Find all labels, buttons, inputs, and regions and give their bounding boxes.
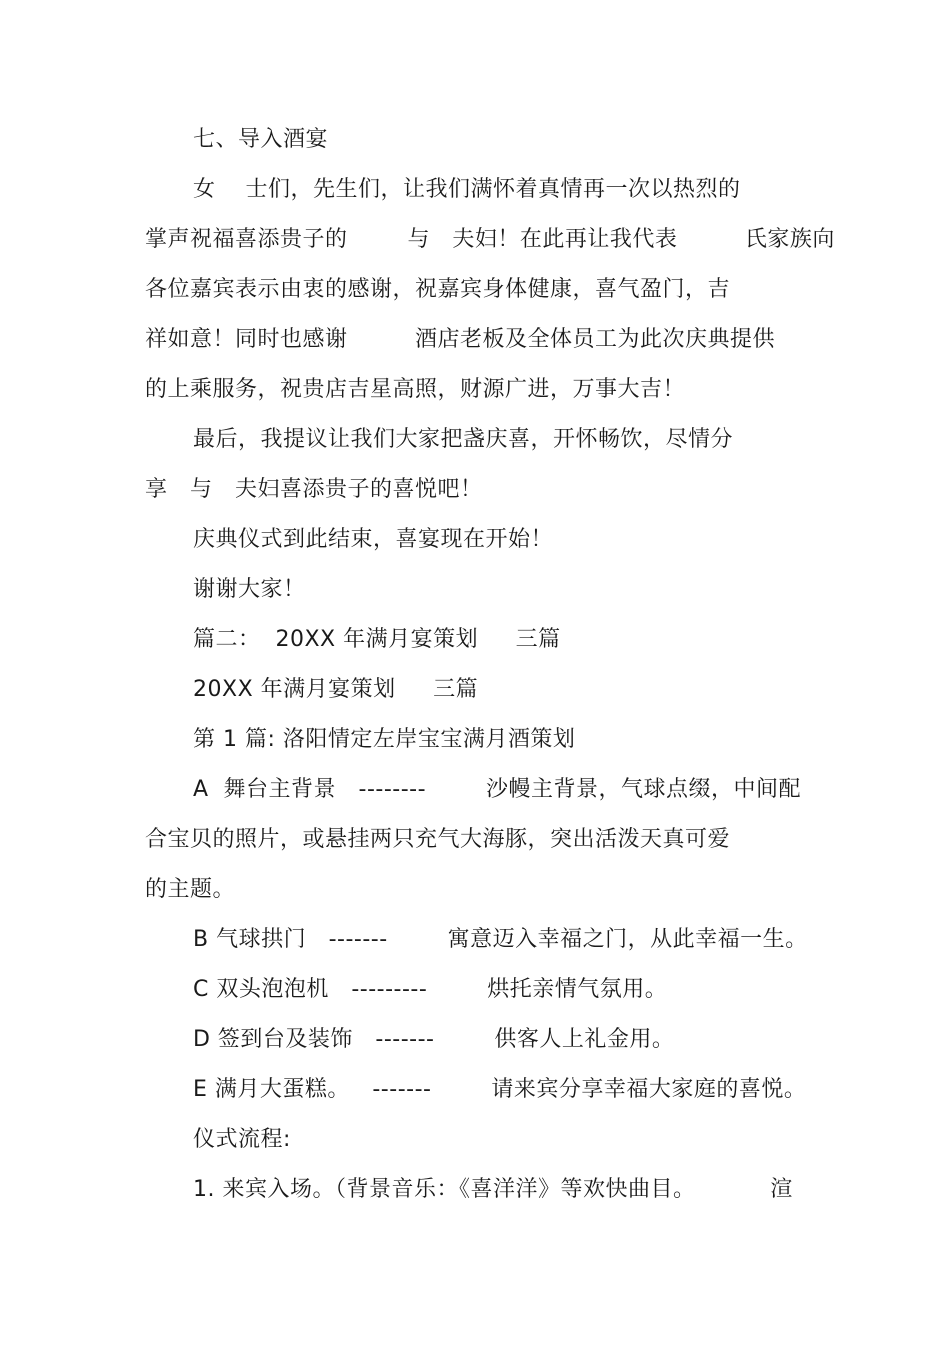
paragraph-line: 各位嘉宾表示由衷的感谢，祝嘉宾身体健康，喜气盈门，吉 bbox=[145, 277, 731, 302]
subsection-heading: 仪式流程: bbox=[193, 1127, 291, 1152]
paragraph-line: 掌声祝福喜添贵子的 与 夫妇！在此再让我代表 氏家族向 bbox=[145, 227, 835, 252]
paragraph-line: 女 士们，先生们，让我们满怀着真情再一次以热烈的 bbox=[193, 177, 741, 202]
list-item-b: B 气球拱门 ------- 寓意迈入幸福之门，从此幸福一生。 bbox=[193, 927, 808, 952]
paragraph-line: 合宝贝的照片，或悬挂两只充气大海豚，突出活泼天真可爱 bbox=[145, 827, 731, 852]
section-heading-seven: 七、导入酒宴 bbox=[193, 127, 329, 152]
paragraph-line: 的主题。 bbox=[145, 877, 236, 902]
list-item-e: E 满月大蛋糕。 ------- 请来宾分享幸福大家庭的喜悦。 bbox=[193, 1077, 807, 1102]
document-title: 20XX 年满月宴策划 三篇 bbox=[193, 677, 479, 702]
paragraph-line: 最后，我提议让我们大家把盏庆喜，开怀畅饮，尽情分 bbox=[193, 427, 734, 452]
paragraph-line: 享 与 夫妇喜添贵子的喜悦吧！ bbox=[145, 477, 483, 502]
list-item-a: A 舞台主背景 -------- 沙幔主背景，气球点缀，中间配 bbox=[193, 777, 801, 802]
paragraph-line: 庆典仪式到此结束，喜宴现在开始！ bbox=[193, 527, 554, 552]
paragraph-line: 的上乘服务，祝贵店吉星高照，财源广进，万事大吉！ bbox=[145, 377, 686, 402]
list-item-d: D 签到台及装饰 ------- 供客人上礼金用。 bbox=[193, 1027, 675, 1052]
paragraph-line: 祥如意！同时也感谢 酒店老板及全体员工为此次庆典提供 bbox=[145, 327, 775, 352]
section-title: 第 1 篇: 洛阳情定左岸宝宝满月酒策划 bbox=[193, 727, 576, 752]
list-item-step-1: 1. 来宾入场。（背景音乐：《喜洋洋》等欢快曲目。 渲 bbox=[193, 1177, 793, 1202]
chapter-heading: 篇二： 20XX 年满月宴策划 三篇 bbox=[193, 627, 561, 652]
paragraph-line: 谢谢大家！ bbox=[193, 577, 306, 602]
list-item-c: C 双头泡泡机 --------- 烘托亲情气氛用。 bbox=[193, 977, 668, 1002]
